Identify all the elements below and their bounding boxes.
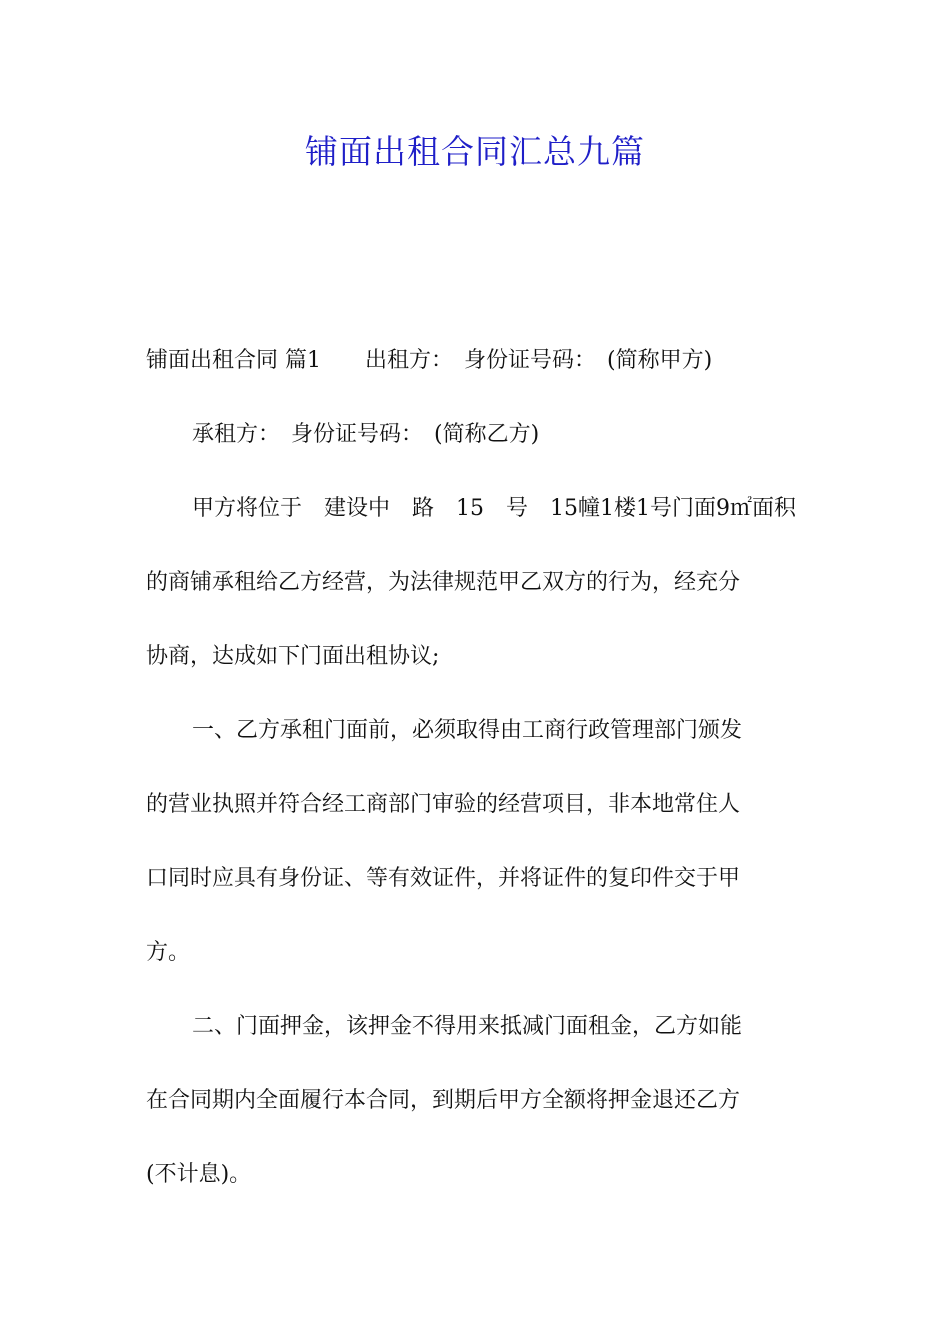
text-line: 方。 [146,940,191,965]
paragraph-clause-1 [146,706,806,977]
document-title: 铺面出租合同汇总九篇 [305,132,645,171]
text-line: 在合同期内全面履行本合同，到期后甲方全额将押金退还乙方 [146,1088,741,1113]
paragraph-header [146,336,806,385]
text-line: 的营业执照并符合经工商部门审验的经营项目，非本地常住人 [146,792,741,817]
paragraph-lessee [146,410,806,459]
text-line: 甲方将位于 建设中 路 15 号 15幢1楼1号门面9㎡面积 [192,496,796,521]
paragraph-intro [146,484,806,681]
text-line: 铺面出租合同 篇1 出租方： 身份证号码： (简称甲方) [146,348,713,373]
text-line: 一、乙方承租门面前，必须取得由工商行政管理部门颁发 [192,718,743,743]
text-line: 二、门面押金，该押金不得用来抵减门面租金，乙方如能 [192,1014,743,1039]
document-body [146,336,806,1199]
text-line: 的商铺承租给乙方经营，为法律规范甲乙双方的行为，经充分 [146,570,741,595]
paragraph-clause-2 [146,1002,806,1199]
text-line: 协商，达成如下门面出租协议; [146,644,440,669]
text-line: 口同时应具有身份证、等有效证件，并将证件的复印件交于甲 [146,866,741,891]
text-line: 承租方： 身份证号码： (简称乙方) [192,422,540,447]
text-line: (不计息)。 [146,1162,252,1187]
